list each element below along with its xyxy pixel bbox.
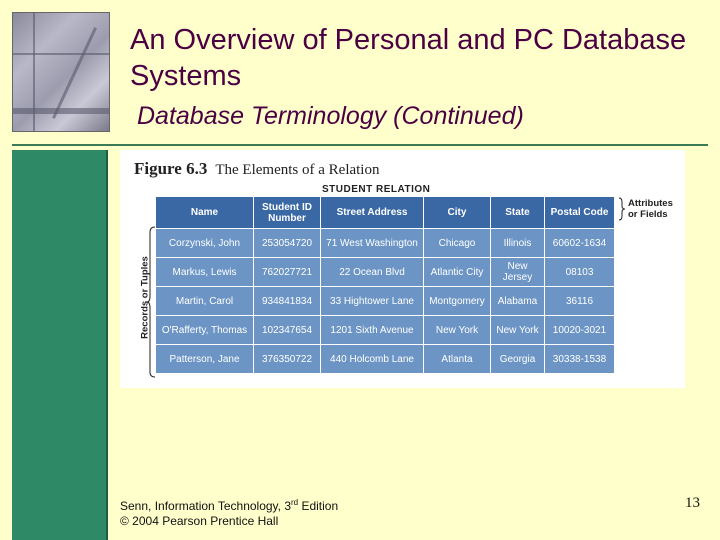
table-cell: 71 West Washington: [321, 229, 424, 258]
column-header: State: [491, 197, 545, 229]
table-cell: 934841834: [254, 287, 321, 316]
table-cell: New York: [491, 316, 545, 345]
table-cell: Atlanta: [424, 345, 491, 374]
table-cell: 33 Hightower Lane: [321, 287, 424, 316]
footer-citation-text: Senn, Information Technology, 3: [120, 499, 291, 513]
column-header: Student ID Number: [254, 197, 321, 229]
table-cell: 253054720: [254, 229, 321, 258]
table-cell: Corzynski, John: [156, 229, 254, 258]
footer-edition-text: Edition: [298, 499, 339, 513]
column-header: Postal Code: [545, 197, 615, 229]
table-cell: 30338-1538: [545, 345, 615, 374]
column-header: Street Address: [321, 197, 424, 229]
attributes-brace-icon: [618, 197, 626, 221]
column-header: Name: [156, 197, 254, 229]
table-cell: New York: [424, 316, 491, 345]
footer-copyright: © 2004 Pearson Prentice Hall: [120, 514, 279, 528]
table-cell: Montgomery: [424, 287, 491, 316]
table-cell: Atlantic City: [424, 258, 491, 287]
attributes-label: [628, 198, 673, 220]
table-cell: Patterson, Jane: [156, 345, 254, 374]
attributes-label-line2: or Fields: [628, 209, 668, 220]
table-row: [156, 345, 615, 374]
slide-title: An Overview of Personal and PC Database Systems: [130, 24, 687, 92]
table-cell: 376350722: [254, 345, 321, 374]
figure-caption: [134, 159, 379, 179]
relation-title: STUDENT RELATION: [322, 184, 431, 195]
page-number: 13: [685, 495, 700, 511]
table-cell: 08103: [545, 258, 615, 287]
table-cell: Illinois: [491, 229, 545, 258]
figure-number: Figure 6.3: [134, 159, 208, 178]
column-header: City: [424, 197, 491, 229]
table-cell: 102347654: [254, 316, 321, 345]
table-row: [156, 316, 615, 345]
table-cell: Georgia: [491, 345, 545, 374]
table-cell: New Jersey: [491, 258, 545, 287]
table-cell: 36116: [545, 287, 615, 316]
footer-edition-sup: rd: [291, 498, 299, 507]
table-cell: 22 Ocean Blvd: [321, 258, 424, 287]
table-cell: O'Rafferty, Thomas: [156, 316, 254, 345]
table-cell: Markus, Lewis: [156, 258, 254, 287]
title-divider: [12, 144, 708, 146]
table-cell: Chicago: [424, 229, 491, 258]
table-cell: 1201 Sixth Avenue: [321, 316, 424, 345]
corner-decorative-image: [12, 12, 110, 132]
table-cell: 60602-1634: [545, 229, 615, 258]
table-cell: Alabama: [491, 287, 545, 316]
table-row: [156, 287, 615, 316]
table-cell: 440 Holcomb Lane: [321, 345, 424, 374]
table-row: [156, 258, 615, 287]
table-header-row: [156, 197, 615, 229]
figure-panel: [120, 150, 685, 388]
student-relation-table: [155, 196, 615, 374]
table-cell: 762027721: [254, 258, 321, 287]
left-sidebar-bar: [12, 150, 108, 540]
slide-footer: [120, 495, 338, 529]
slide-subtitle: Database Terminology (Continued): [137, 102, 524, 130]
table-row: [156, 229, 615, 258]
figure-caption-text: The Elements of a Relation: [215, 162, 380, 178]
records-label: Records or Tuples: [139, 256, 151, 339]
footer-citation: [120, 495, 338, 514]
attributes-label-line1: Attributes: [628, 198, 673, 209]
table-cell: 10020-3021: [545, 316, 615, 345]
table-cell: Martin, Carol: [156, 287, 254, 316]
